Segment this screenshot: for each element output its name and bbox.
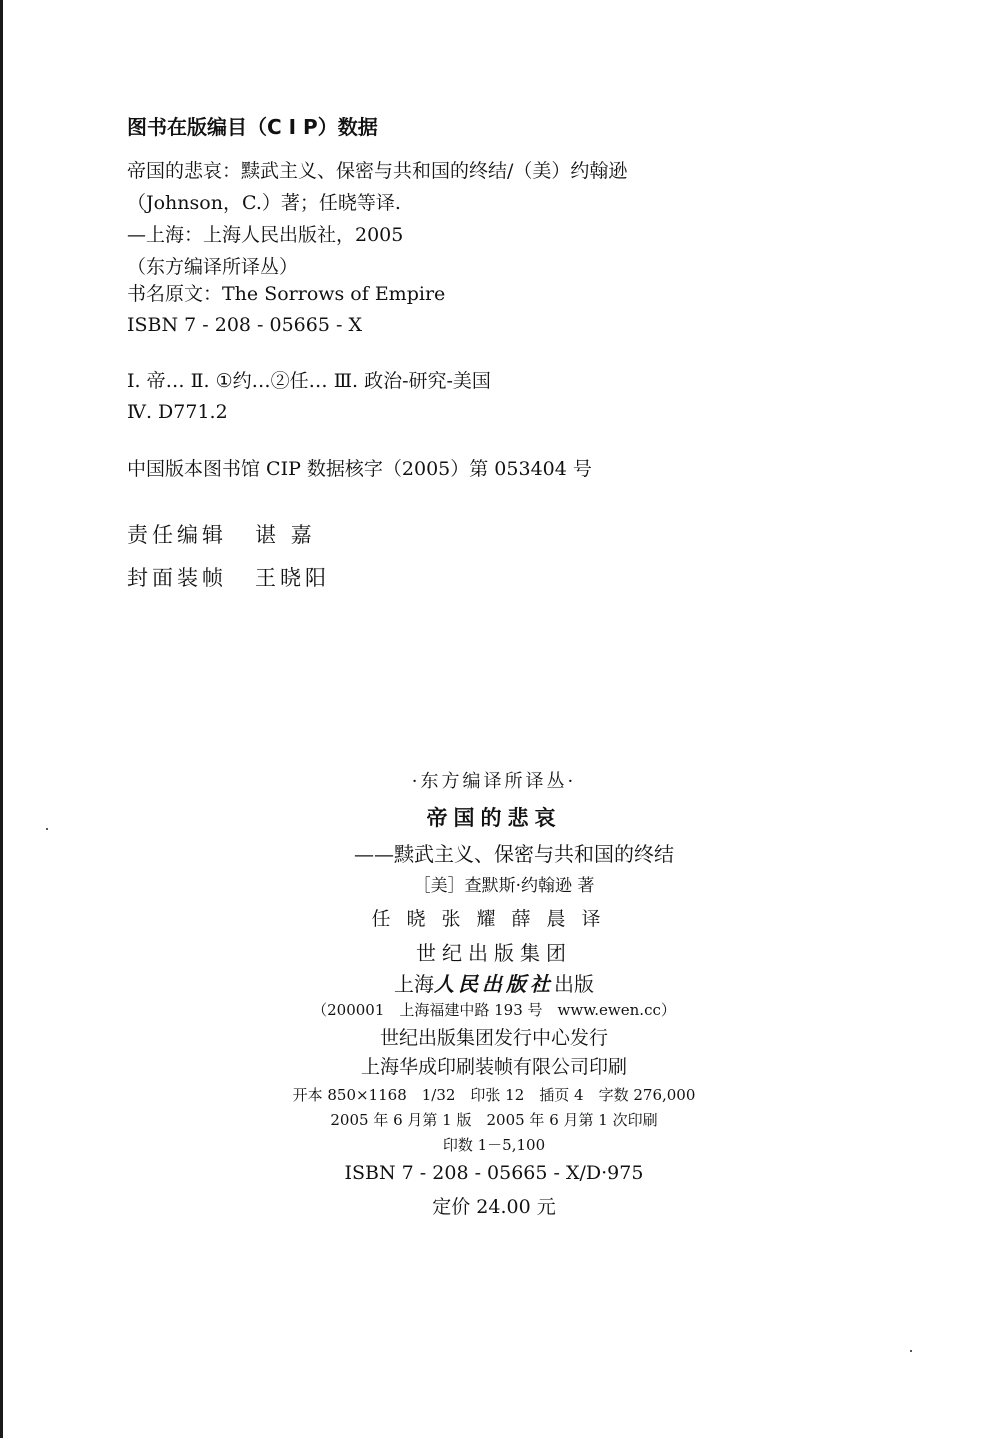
cip-line-series: （东方编译所译丛）: [127, 256, 299, 278]
publisher-suffix: 出版: [554, 972, 594, 996]
colophon-isbn: ISBN 7 - 208 - 05665 - X/D·975: [344, 1162, 644, 1184]
staff-editor: [127, 525, 316, 546]
colophon-author: ［美］查默斯·约翰逊 著: [413, 876, 595, 896]
cip-line-title: 帝国的悲哀：黩武主义、保密与共和国的终结/（美）约翰逊: [127, 160, 628, 182]
scan-speck: [46, 828, 48, 830]
colophon-specs: 开本 850×1168 1/32 印张 12 插页 4 字数 276,000: [292, 1086, 696, 1104]
colophon-translators: 任晓张耀薛晨译: [371, 908, 617, 930]
staff-name: 谌 嘉: [255, 523, 316, 547]
cip-header: 图书在版编目（C I P）数据: [127, 115, 378, 139]
staff-name: 王晓阳: [255, 566, 330, 590]
cip-line-isbn: ISBN 7 - 208 - 05665 - X: [127, 314, 362, 336]
page-edge-shadow: [0, 0, 3, 1438]
colophon-subtitle: ——黩武主义、保密与共和国的终结: [354, 842, 674, 866]
colophon-series: ·东方编译所译丛·: [411, 771, 577, 792]
colophon-distribution: 世纪出版集团发行中心发行: [379, 1027, 608, 1049]
colophon-title: 帝国的悲哀: [426, 806, 562, 830]
cip-line-classification: Ⅳ. D771.2: [127, 401, 228, 423]
cip-line-imprint: —上海：上海人民出版社，2005: [127, 224, 404, 246]
colophon-price: 定价 24.00 元: [432, 1196, 556, 1218]
colophon-edition: 2005 年 6 月第 1 版 2005 年 6 月第 1 次印刷: [330, 1111, 658, 1129]
colophon-printer: 上海华成印刷装帧有限公司印刷: [360, 1056, 627, 1078]
cip-line-author: （Johnson，C.）著；任晓等译.: [127, 192, 401, 214]
colophon-group: 世纪出版集团: [416, 941, 572, 965]
colophon-publisher: [0, 974, 988, 994]
cip-line-subjects: Ⅰ. 帝… Ⅱ. ①约…②任… Ⅲ. 政治-研究-美国: [127, 370, 491, 392]
colophon-address: （200001 上海福建中路 193 号 www.ewen.cc）: [312, 1001, 676, 1019]
staff-role: 封面装帧: [127, 566, 227, 590]
staff-cover-design: [127, 568, 330, 589]
publisher-brand: 人民出版社: [434, 972, 554, 996]
colophon-print-run: 印数 1－5,100: [442, 1136, 546, 1154]
staff-role: 责任编辑: [127, 523, 227, 547]
cip-line-library-number: 中国版本图书馆 CIP 数据核字（2005）第 053404 号: [127, 458, 592, 480]
publisher-prefix: 上海: [394, 972, 434, 996]
cip-line-original-title: 书名原文：The Sorrows of Empire: [127, 283, 446, 305]
scan-speck: [910, 1350, 912, 1352]
